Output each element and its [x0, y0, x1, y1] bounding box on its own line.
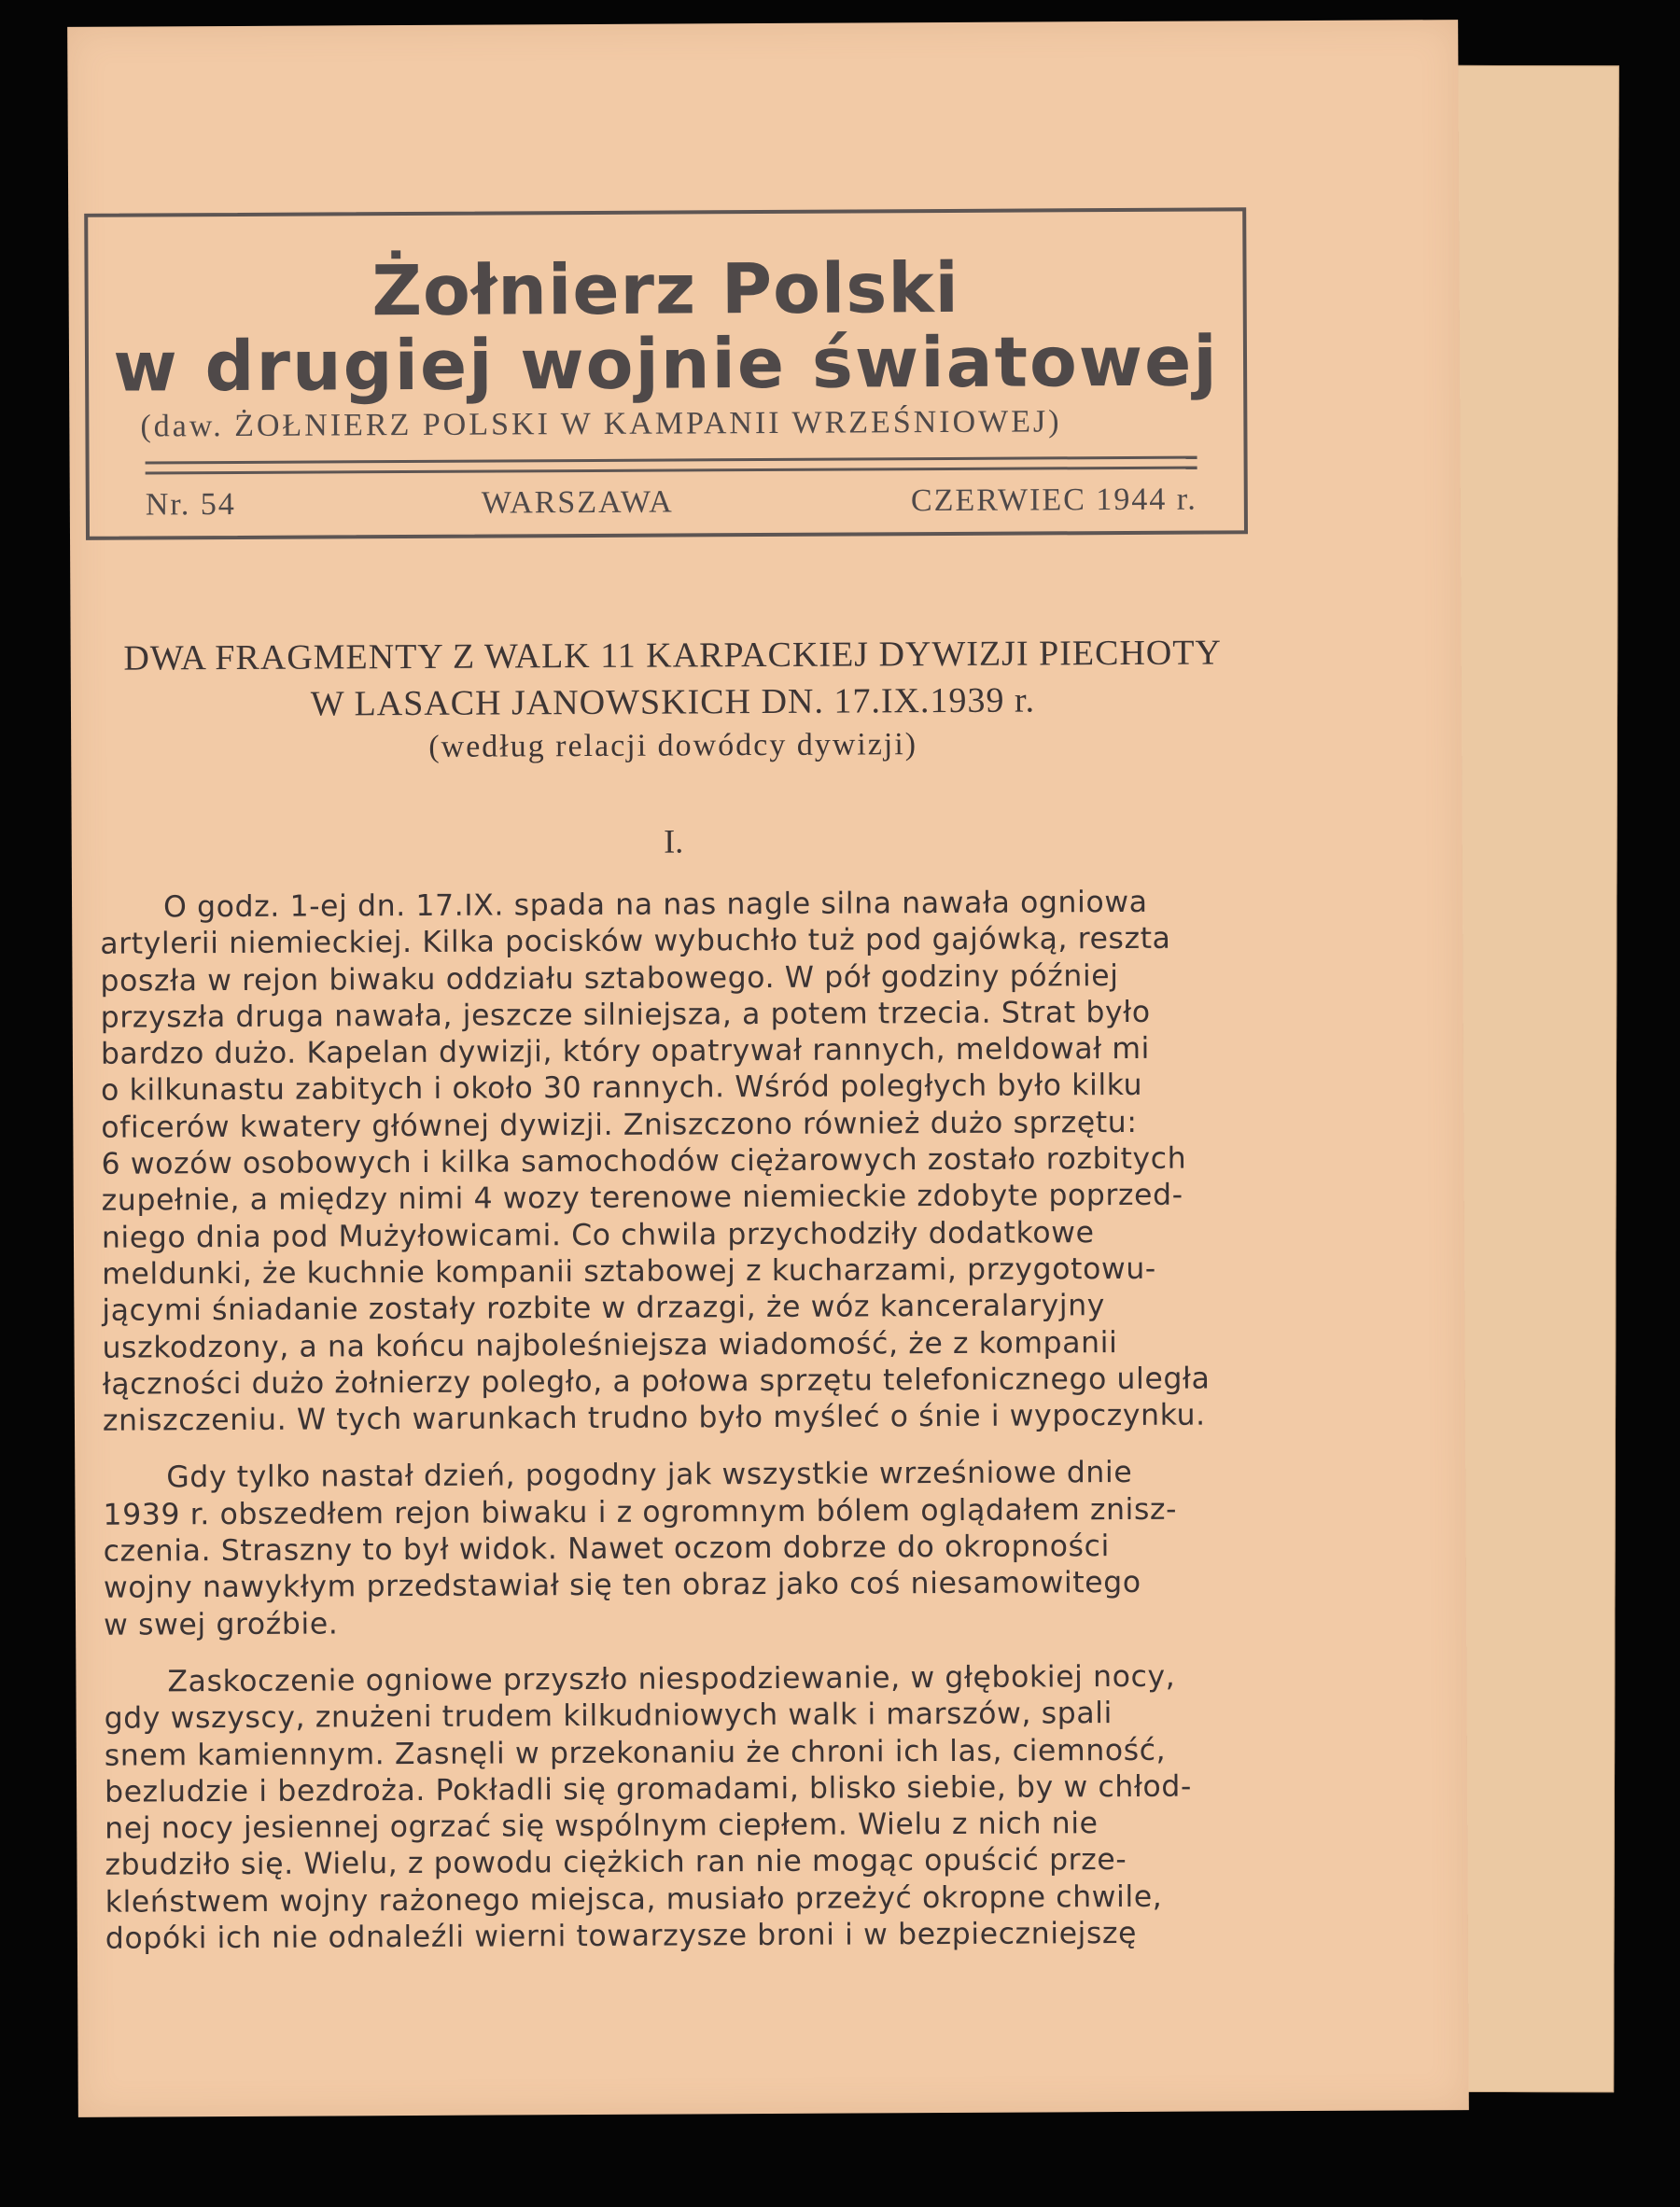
- masthead-divider: [146, 456, 1197, 475]
- masthead-title-line1: Żołnierz Polski: [371, 247, 960, 332]
- article-body: [100, 884, 1295, 1978]
- article-headline-line1: DWA FRAGMENTY Z WALK 11 KARPACKIEJ DYWIZJI PIECHOTY: [123, 633, 1223, 678]
- article-source-note: (według relacji dowódcy dywizji): [428, 727, 918, 764]
- article-headline-line2: W LASACH JANOWSKICH DN. 17.IX.1939 r.: [310, 680, 1036, 724]
- masthead-title-line2: w drugiej wojnie światowej: [113, 321, 1219, 408]
- issue-number: Nr. 54: [145, 486, 236, 523]
- masthead-box: [84, 207, 1248, 540]
- issue-date: CZERWIEC 1944 r.: [910, 482, 1197, 519]
- article-paragraph: Zaskoczenie ogniowe przyszło niespodziewanie, w głębokiej nocy, gdy wszyscy, znużeni trudem kilkudniowych walk i marszów, spali snem kamiennym. Zasnęli w przekonaniu że chroni ich las, ciemność, bezludzie i bezdroża. Pokładli się gromadami, blisko siebie, by w chłod- nej nocy jesiennej ogrzać się wspólnym ciepłem. Wielu z nich nie zbudziło się. Wielu, z powodu ciężkich ran nie mogąc opuścić prze- kleństwem wojny rażonego miejsca, musiało przeżyć okropne chwile, dopóki ich nie odnaleźli wierni towarzysze broni i w bezpieczniejszę: [104, 1659, 1192, 1956]
- newsletter-page: [67, 20, 1469, 2117]
- article-paragraph: O godz. 1-ej dn. 17.IX. spada na nas nagle silna nawała ogniowa artylerii niemieckiej. Kilka pocisków wybuchło tuż pod gajówką, reszta poszła w rejon biwaku oddziału sztabowego. W pół godziny później przyszła druga nawała, jeszcze silniejsza, a potem trzecia. Strat było bardzo dużo. Kapelan dywizji, który opatrywał rannych, meldował mi o kilkunastu zabitych i około 30 rannych. Wśród poległych było kilku oficerów kwatery głównej dywizji. Zniszczono również dużo sprzętu: 6 wozów osobowych i kilka samochodów ciężarowych zostało rozbitych zupełnie, a między nimi 4 wozy terenowe niemieckie zdobyte poprzed- niego dnia pod Mużyłowicami. Co chwila przychodziły dodatkowe meldunki, że kuchnie kompanii sztabowej z kucharzami, przygotowu- jącymi śniadanie zostały rozbite w drzazgi, że wóz kanceralaryjny uszkodzony, a na końcu najboleśniejsza wiadomość, że z kompanii łączności dużo żołnierzy poległo, a połowa sprzętu telefonicznego uległa zniszczeniu. W tych warunkach trudno było myśleć o śnie i wypoczynku.: [100, 885, 1211, 1438]
- article-paragraph: Gdy tylko nastał dzień, pogodny jak wszystkie wrześniowe dnie 1939 r. obszedłem rejon biwaku i z ogromnym bólem oglądałem znisz- czenia. Straszny to był widok. Nawet oczom dobrze do okropności wojny nawykłym przedstawiał się ten obraz jako coś niesamowitego w swej groźbie.: [103, 1456, 1178, 1642]
- masthead-subtitle: (daw. ŻOŁNIERZ POLSKI W KAMPANII WRZEŚNIOWEJ): [140, 404, 1062, 444]
- section-number: I.: [664, 822, 684, 860]
- issue-city: WARSZAWA: [481, 484, 674, 521]
